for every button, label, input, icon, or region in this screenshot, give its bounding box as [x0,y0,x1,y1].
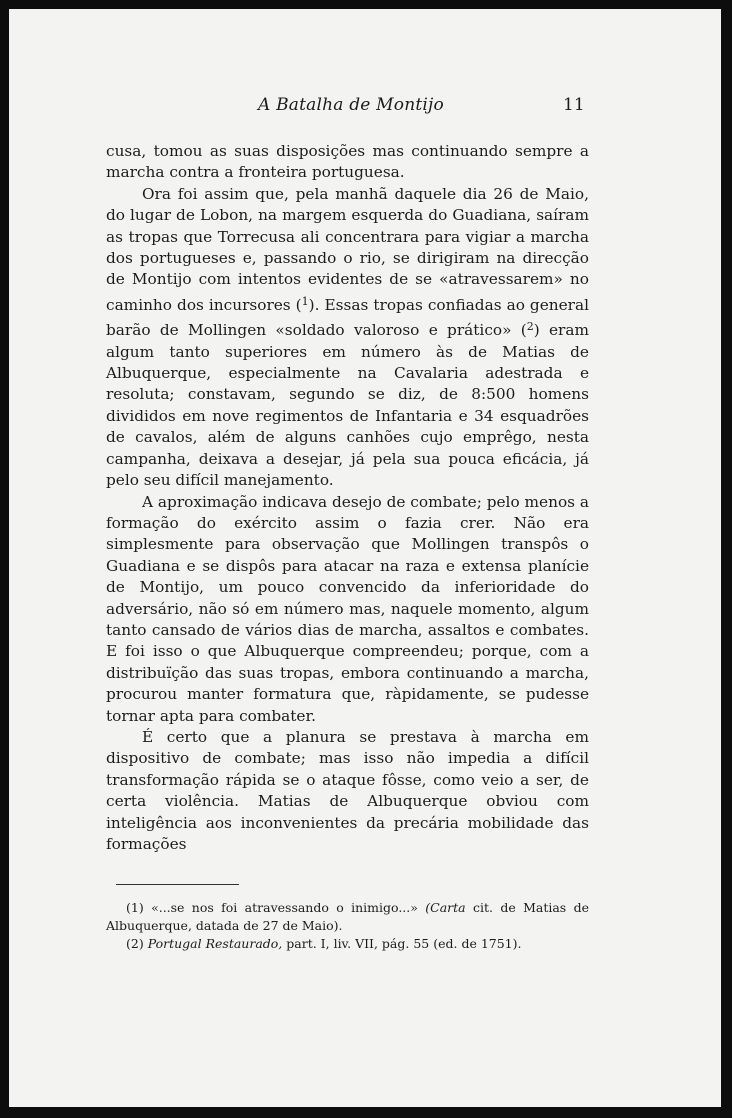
book-page [9,9,721,1107]
footnote-2-rest: part. I, liv. VII, pág. 55 (ed. de 1751). [286,936,522,951]
footnote-1-rest: cit. de Matias de Albuquerque, datada de 27 de Maio). [106,900,589,933]
paragraph-2-part-b: ). Essas tropas confiadas ao general barão de Mollingen «soldado valoroso e prático» ( [106,295,590,340]
paragraph-1: cusa, tomou as suas disposições mas continuando sempre a marcha contra a fronteira portuguesa. [106,142,589,182]
footnote-1-source: (Carta [425,900,466,915]
running-title: A Batalha de Montijo [258,95,444,115]
footnote-1-quote: «...se nos foi atravessando o inimigo...» [151,900,418,915]
footnote-1-marker: (1) [126,900,144,915]
paragraph-2-part-c: ) eram algum tanto superiores em número às de Matias de Albuquerque, especialmente na Cavalaria adestrada e resoluta; constavam, segundo se diz, de 8:500 homens divididos em nove regimentos de Infantaria e 34 esquadrões de cavalos, além de alguns canhões cujo emprêgo, nesta campanha, deixava a desejar, já pela sua pouca eficácia, já pelo seu difícil manejamento. [106,321,589,490]
footnote-2 [106,935,589,953]
footnote-2-marker: (2) [126,936,144,951]
footnote-ref-2: 2 [526,320,534,334]
footnotes [106,899,589,953]
footnote-1 [106,899,589,935]
paragraph-3: A aproximação indicava desejo de combate; pelo menos a formação do exército assim o fazia crer. Não era simplesmente para observação que Mollingen transpôs o Guadiana e se dispôs para atacar na raza e extensa planície de Montijo, um pouco convencido da inferioridade do adversário, não só em número mas, naquele momento, algum tanto cansado de vários dias de marcha, assaltos e combates. E foi isso o que Albuquerque compreendeu; porque, com a distribuïção das suas tropas, embora continuando a marcha, procurou manter formatura que, ràpidamente, se pudesse tornar apta para combater. [106,492,589,725]
footnote-ref-1: 1 [301,294,309,308]
footnote-rule [116,884,239,885]
paragraph-2 [106,184,589,492]
paragraph-2-part-a: Ora foi assim que, pela manhã daquele dia 26 de Maio, do lugar de Lobon, na margem esquerda do Guadiana, saíram as tropas que Torrecusa ali concentrara para vigiar a marcha dos portugueses e, passando o rio, se dirigiram na direcção de Montijo com intentos evidentes de se «atravessarem» no caminho dos incursores ( [106,184,589,314]
body-text [106,141,589,855]
paragraph-4: É certo que a planura se prestava à marcha em dispositivo de combate; mas isso não impedia a difícil transformação rápida se o ataque fôsse, como veio a ser, de certa violência. Matias de Albuquerque obviou com inteligência aos inconvenientes da precária mobilidade das formações [106,727,589,853]
page-number: 11 [563,95,585,115]
footnote-2-title: Portugal Restaurado, [147,936,283,951]
